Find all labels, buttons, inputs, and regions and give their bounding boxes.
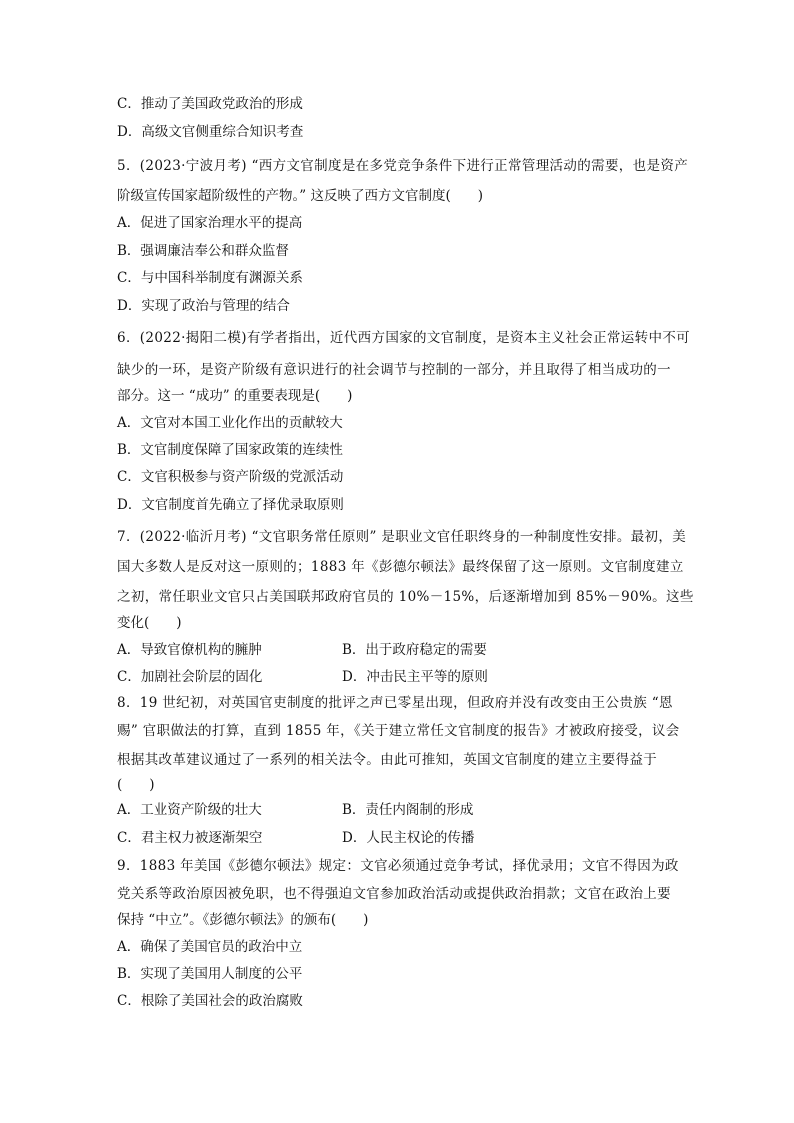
q5-option-b: B．强调廉洁奉公和群众监督 [117, 243, 289, 259]
q5-option-c: C．与中国科举制度有渊源关系 [117, 270, 303, 286]
q8-stem-line-3: 根据其改革建议通过了一系列的相关法令。由此可推知，英国文官制度的建立主要得益于 [117, 752, 658, 768]
q9-stem-line-2: 党关系等政治原因被免职，也不得强迫文官参加政治活动或提供政治捐款；文官在政治上要 [117, 886, 671, 902]
q7-stem-line-3: 之初，常任职业文官只占美国联邦政府官员的 10%－15%，后逐渐增加到 85%－90%。这些 [117, 589, 694, 605]
q7-option-b: B．出于政府稳定的需要 [342, 642, 487, 658]
q5-stem-line-2: 阶级宣传国家超阶级性的产物。” 这反映了西方文官制度( ) [117, 188, 483, 204]
q8-option-b: B．责任内阁制的形成 [342, 802, 474, 818]
q6-stem-line-2: 缺少的一环，是资产阶级有意识进行的社会调节与控制的一部分，并且取得了相当成功的一 [117, 362, 671, 378]
q8-stem-line-4: ( ) [117, 777, 155, 793]
q9-option-a: A．确保了美国官员的政治中立 [117, 939, 303, 955]
q6-option-d: D．文官制度首先确立了择优录取原则 [117, 497, 344, 513]
q6-option-b: B．文官制度保障了国家政策的连续性 [117, 442, 343, 458]
q7-option-c: C．加剧社会阶层的固化 [117, 669, 263, 685]
q8-option-c: C．君主权力被逐渐架空 [117, 830, 263, 846]
q5-option-a: A．促进了国家治理水平的提高 [117, 215, 303, 231]
q8-stem-line-2: 赐” 官职做法的打算，直到 1855 年，《关于建立常任文官制度的报告》才被政府接受，议会 [117, 723, 680, 739]
q6-option-c: C．文官积极参与资产阶级的党派活动 [117, 469, 344, 485]
q9-option-b: B．实现了美国用人制度的公平 [117, 966, 303, 982]
q5-option-d: D．实现了政治与管理的结合 [117, 298, 290, 314]
q4-option-d: D．高级文官侧重综合知识考查 [117, 124, 304, 140]
q6-stem-line-3: 部分。这一 “成功” 的重要表现是( ) [117, 388, 353, 404]
q7-stem-line-1: 7．(2022·临沂月考) “文官职务常任原则” 是职业文官任职终身的一种制度性安排。最初，美 [117, 529, 687, 545]
q7-stem-line-2: 国大多数人是反对这一原则的；1883 年《彭德尔顿法》最终保留了这一原则。文官制度建立 [117, 559, 684, 575]
q8-option-d: D．人民主权论的传播 [342, 830, 475, 846]
q8-option-a: A．工业资产阶级的壮大 [117, 802, 262, 818]
q7-option-a: A．导致官僚机构的臃肿 [117, 642, 262, 658]
q7-stem-line-4: 变化( ) [117, 615, 182, 631]
q9-stem-line-1: 9．1883 年美国《彭德尔顿法》规定：文官必须通过竞争考试，择优录用；文官不得因为政 [117, 858, 679, 874]
q7-option-d: D．冲击民主平等的原则 [342, 669, 488, 685]
q6-option-a: A．文官对本国工业化作出的贡献较大 [117, 415, 343, 431]
q9-stem-line-3: 保持 “中立”。《彭德尔顿法》的颁布( ) [117, 912, 369, 928]
q4-option-c: C．推动了美国政党政治的形成 [117, 96, 303, 112]
q9-option-c: C．根除了美国社会的政治腐败 [117, 993, 303, 1009]
q8-stem-line-1: 8．19 世纪初，对英国官吏制度的批评之声已零星出现，但政府并没有改变由王公贵族 “恩 [117, 695, 673, 711]
q6-stem-line-1: 6．(2022·揭阳二模)有学者指出，近代西方国家的文官制度，是资本主义社会正常运转中不可 [117, 330, 691, 346]
q5-stem-line-1: 5．(2023·宁波月考) “西方文官制度是在多党竞争条件下进行正常管理活动的需要，也是资产 [117, 158, 689, 174]
